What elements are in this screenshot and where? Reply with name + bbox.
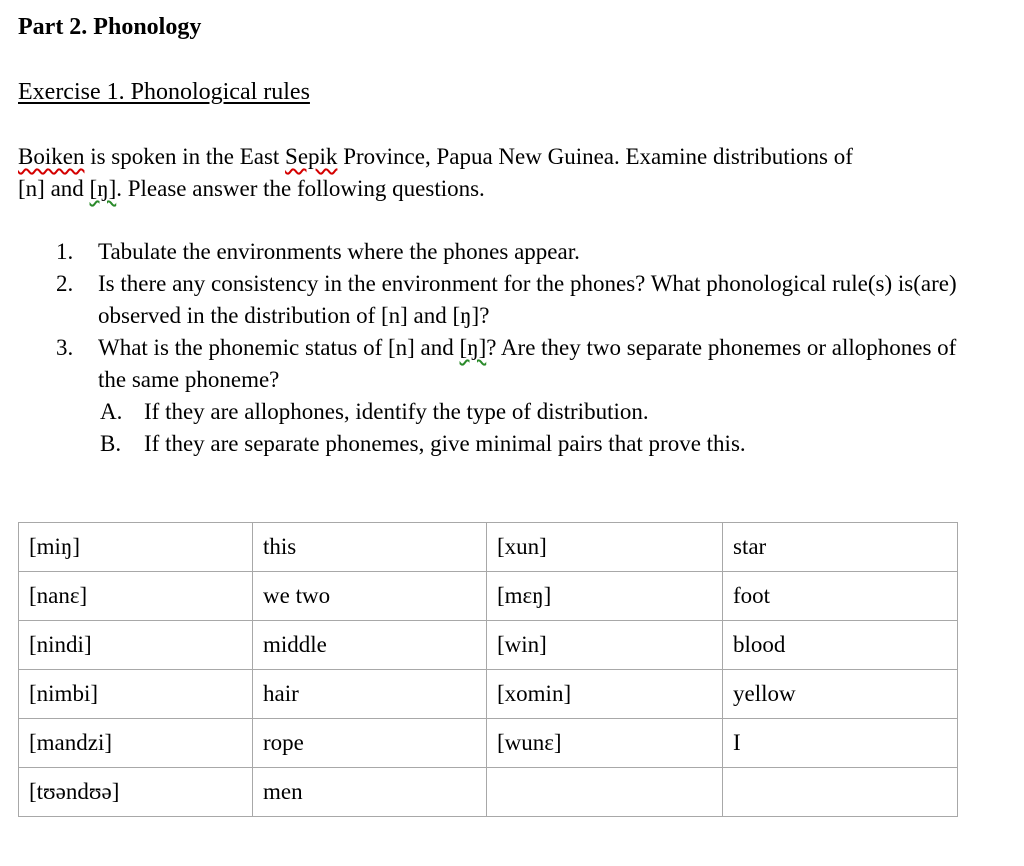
table-cell-form: [tʊəndʊə] bbox=[19, 768, 253, 817]
sub-item-text: If they are allophones, identify the type of distribution. bbox=[144, 399, 649, 424]
question-item bbox=[56, 268, 976, 332]
table-cell-form: [xomin] bbox=[487, 670, 723, 719]
sub-item bbox=[100, 396, 976, 428]
part-title: Part 2. Phonology bbox=[18, 14, 202, 40]
table-cell-form: [nanɛ] bbox=[19, 572, 253, 621]
question-text bbox=[98, 268, 976, 332]
question-phone: [ŋ] bbox=[452, 303, 480, 328]
table-cell-form: [win] bbox=[487, 621, 723, 670]
table-cell-gloss: yellow bbox=[723, 670, 958, 719]
sub-item-text: If they are separate phonemes, give minimal pairs that prove this. bbox=[144, 431, 746, 456]
question-text bbox=[98, 332, 976, 396]
table-cell-form: [mandzi] bbox=[19, 719, 253, 768]
intro-text-3: [n] and bbox=[18, 176, 90, 201]
intro-text-1: is spoken in the East bbox=[84, 144, 286, 169]
table-cell-gloss: I bbox=[723, 719, 958, 768]
table-cell-gloss: we two bbox=[253, 572, 487, 621]
question-number: 3. bbox=[56, 335, 74, 360]
table-cell-form: [nindi] bbox=[19, 621, 253, 670]
question-number: 1. bbox=[56, 239, 74, 264]
table-row bbox=[19, 670, 958, 719]
table-cell-gloss: middle bbox=[253, 621, 487, 670]
question-text-part: ? Are they two separate phonemes or allophones of the same phoneme? bbox=[98, 335, 957, 392]
question-item bbox=[56, 236, 976, 268]
sub-item-letter: B. bbox=[100, 431, 122, 456]
question-item bbox=[56, 332, 976, 396]
table-cell-gloss: rope bbox=[253, 719, 487, 768]
spellcheck-word-boiken: Boiken bbox=[18, 144, 85, 169]
intro-paragraph bbox=[18, 141, 1008, 205]
grammar-flag-phone: [ŋ] bbox=[459, 335, 487, 360]
table-cell-gloss: blood bbox=[723, 621, 958, 670]
table-cell-gloss: hair bbox=[253, 670, 487, 719]
question-number: 2. bbox=[56, 271, 74, 296]
table-cell-form: [mɛŋ] bbox=[487, 572, 723, 621]
table-row bbox=[19, 768, 958, 817]
question-text-part: What is the phonemic status of [n] and bbox=[98, 335, 460, 360]
table-row bbox=[19, 719, 958, 768]
table-row bbox=[19, 621, 958, 670]
spellcheck-word-sepik: Sepik bbox=[285, 144, 338, 169]
grammar-flag-phone: [ŋ] bbox=[89, 176, 117, 201]
question-text: Tabulate the environments where the phones appear. bbox=[98, 239, 580, 264]
sub-item-letter: A. bbox=[100, 399, 123, 424]
table-cell-gloss bbox=[723, 768, 958, 817]
question-text-part: ? bbox=[479, 303, 490, 328]
table-row bbox=[19, 572, 958, 621]
table-cell-gloss: foot bbox=[723, 572, 958, 621]
table-cell-gloss: star bbox=[723, 523, 958, 572]
question-list bbox=[56, 236, 976, 460]
exercise-title: Exercise 1. Phonological rules bbox=[18, 79, 310, 105]
sub-item bbox=[100, 428, 976, 460]
table-cell-gloss: this bbox=[253, 523, 487, 572]
table-cell-form: [miŋ] bbox=[19, 523, 253, 572]
table-cell-form: [xun] bbox=[487, 523, 723, 572]
question-text-part: Is there any consistency in the environment for the phones? What phonological rule(s) is(are) observed in the distribution of [n] and bbox=[98, 271, 957, 328]
data-table bbox=[18, 522, 958, 817]
table-cell-form: [nimbi] bbox=[19, 670, 253, 719]
intro-text-2: Province, Papua New Guinea. Examine distributions of bbox=[337, 144, 853, 169]
intro-text-4: . Please answer the following questions. bbox=[116, 176, 485, 201]
table-cell-gloss: men bbox=[253, 768, 487, 817]
table-cell-form bbox=[487, 768, 723, 817]
table-row bbox=[19, 523, 958, 572]
table-cell-form: [wunɛ] bbox=[487, 719, 723, 768]
